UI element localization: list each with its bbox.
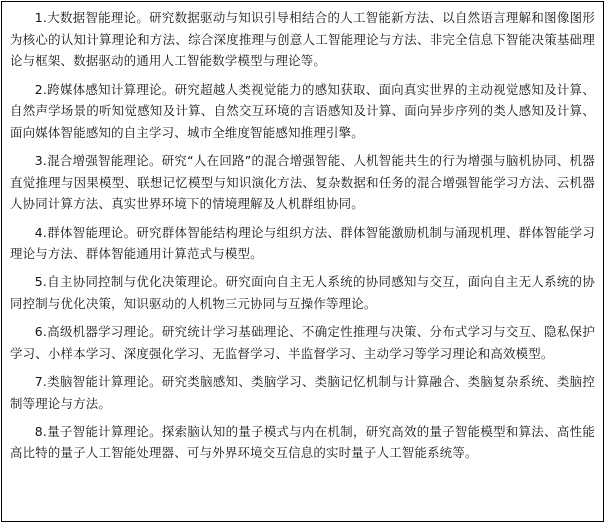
paragraph-4: 4.群体智能理论。研究群体智能结构理论与组织方法、群体智能激励机制与涌现机理、群体智能学习理论与方法、群体智能通用计算范式与模型。 <box>10 224 595 262</box>
paragraph-1: 1.大数据智能理论。研究数据驱动与知识引导相结合的人工智能新方法、以自然语言理解和图像图形为核心的认知计算理论和方法、综合深度推理与创意人工智能理论与方法、非完全信息下智能决策基础理论与框架、数据驱动的通用人工智能数学模型与理论等。 <box>10 10 595 69</box>
paragraph-6: 6.高级机器学习理论。研究统计学习基础理论、不确定性推理与决策、分布式学习与交互、隐私保护学习、小样本学习、深度强化学习、无监督学习、半监督学习、主动学习等学习理论和高效模型。 <box>10 324 595 361</box>
paragraph-5: 5.自主协同控制与优化决策理论。研究面向自主无人系统的协同感知与交互，面向自主无人系统的协同控制与优化决策，知识驱动的人机物三元协同与互操作等理论。 <box>10 274 595 311</box>
paragraph-3: 3.混合增强智能理论。研究“人在回路”的混合增强智能、人机智能共生的行为增强与脑机协同、机器直觉推理与因果模型、联想记忆模型与知识演化方法、复杂数据和任务的混合增强智能学习方法、云机器人协同计算方法、真实世界环境下的情境理解及人机群组协同。 <box>10 153 595 212</box>
text-box <box>1 1 604 522</box>
paragraph-2: 2.跨媒体感知计算理论。研究超越人类视觉能力的感知获取、面向真实世界的主动视觉感知及计算、自然声学场景的听知觉感知及计算、自然交互环境的言语感知及计算、面向异步序列的类人感知及计算、面向媒体智能感知的自主学习、城市全维度智能感知推理引擎。 <box>10 81 595 140</box>
paragraph-8: 8.量子智能计算理论。探索脑认知的量子模式与内在机制，研究高效的量子智能模型和算法、高性能高比特的量子人工智能处理器、可与外界环境交互信息的实时量子人工智能系统等。 <box>10 423 595 461</box>
paragraph-7: 7.类脑智能计算理论。研究类脑感知、类脑学习、类脑记忆机制与计算融合、类脑复杂系统、类脑控制等理论与方法。 <box>10 373 595 411</box>
